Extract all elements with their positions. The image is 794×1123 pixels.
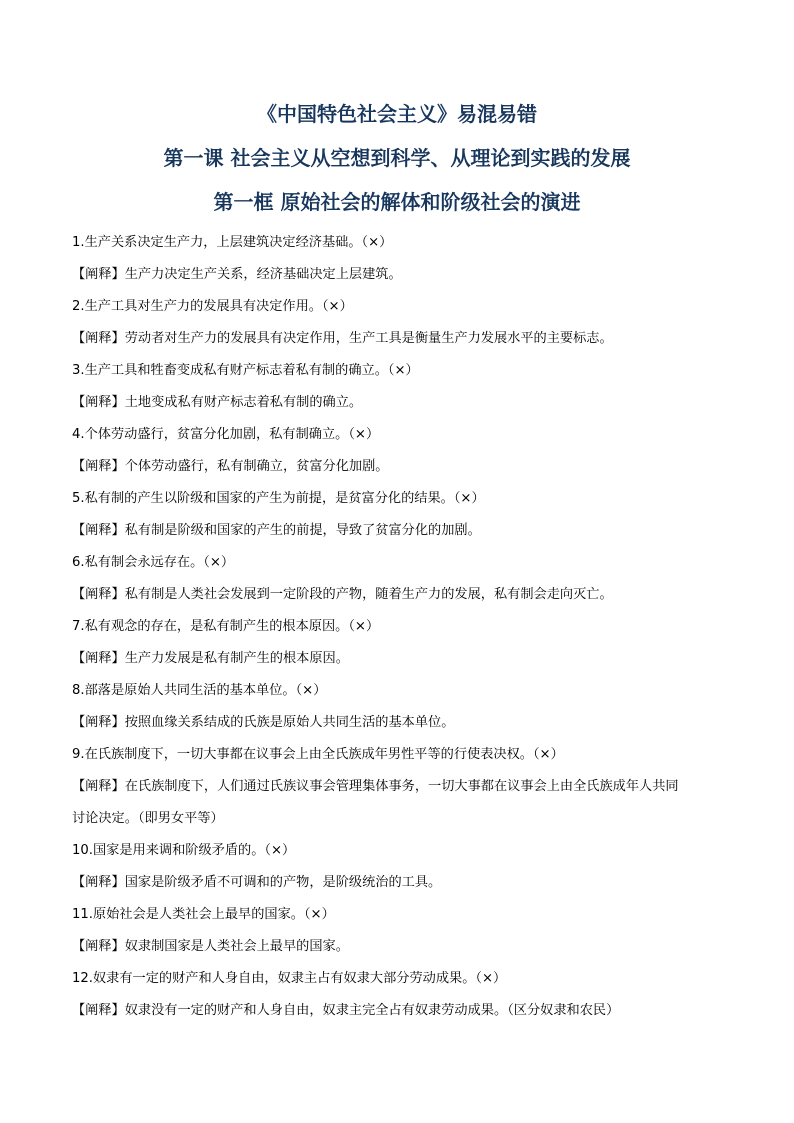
- explanation-9-continued: 讨论决定。（即男女平等）: [72, 811, 224, 826]
- explanation-label: 【阐释】: [72, 715, 125, 730]
- frame-title: 第一框 原始社会的解体和阶级社会的演进: [213, 190, 581, 214]
- explanation-text: 生产力决定生产关系，经济基础决定上层建筑。: [124, 267, 402, 282]
- explanation-text: 生产力发展是私有制产生的根本原因。: [124, 651, 349, 666]
- explanation-label: 【阐释】: [72, 1003, 125, 1018]
- explanation-label: 【阐释】: [72, 587, 125, 602]
- explanation-1: [72, 259, 732, 291]
- explanation-text: 在氏族制度下，人们通过氏族议事会管理集体事务，一切大事都在议事会上由全氏族成年人共同: [124, 779, 679, 794]
- explanation-text: 私有制是阶级和国家的产生的前提，导致了贫富分化的加剧。: [124, 523, 481, 538]
- explanation-6: [72, 579, 732, 611]
- explanation-label: 【阐释】: [72, 939, 125, 954]
- explanation-label: 【阐释】: [72, 779, 125, 794]
- explanation-label: 【阐释】: [72, 523, 125, 538]
- explanation-label: 【阐释】: [72, 267, 125, 282]
- explanation-text: 土地变成私有财产标志着私有制的确立。: [124, 395, 363, 410]
- statement-10: 10.国家是用来调和阶级矛盾的。（×）: [72, 843, 296, 858]
- statement-6: 6.私有制会永远存在。（×）: [72, 555, 235, 570]
- explanation-text: 国家是阶级矛盾不可调和的产物，是阶级统治的工具。: [124, 875, 442, 890]
- explanation-text: 按照血缘关系结成的氏族是原始人共同生活的基本单位。: [124, 715, 455, 730]
- explanation-9: [72, 771, 732, 803]
- explanation-label: 【阐释】: [72, 331, 125, 346]
- explanation-text: 奴隶制国家是人类社会上最早的国家。: [124, 939, 349, 954]
- explanation-7: [72, 643, 732, 675]
- explanation-11: [72, 931, 732, 963]
- statement-4: 4.个体劳动盛行，贫富分化加剧，私有制确立。（×）: [72, 427, 380, 442]
- explanation-text: 奴隶没有一定的财产和人身自由，奴隶主完全占有奴隶劳动成果。（区分奴隶和农民）: [124, 1003, 620, 1018]
- explanation-8: [72, 707, 732, 739]
- explanation-label: 【阐释】: [72, 459, 125, 474]
- explanation-4: [72, 451, 732, 483]
- explanation-5: [72, 515, 732, 547]
- statement-1: 1.生产关系决定生产力，上层建筑决定经济基础。（×）: [72, 235, 393, 250]
- explanation-label: 【阐释】: [72, 395, 125, 410]
- document-title: 《中国特色社会主义》易混易错: [257, 102, 537, 126]
- statement-11: 11.原始社会是人类社会上最早的国家。（×）: [72, 907, 335, 922]
- explanation-12: [72, 995, 732, 1027]
- explanation-text: 私有制是人类社会发展到一定阶段的产物，随着生产力的发展，私有制会走向灭亡。: [124, 587, 613, 602]
- explanation-label: 【阐释】: [72, 875, 125, 890]
- explanation-10: [72, 867, 732, 899]
- explanation-text: 个体劳动盛行，私有制确立，贫富分化加剧。: [124, 459, 389, 474]
- explanation-text: 劳动者对生产力的发展具有决定作用，生产工具是衡量生产力发展水平的主要标志。: [124, 331, 613, 346]
- item-list: [72, 227, 732, 1027]
- explanation-3: [72, 387, 732, 419]
- statement-5: 5.私有制的产生以阶级和国家的产生为前提，是贫富分化的结果。（×）: [72, 491, 485, 506]
- statement-2: 2.生产工具对生产力的发展具有决定作用。（×）: [72, 299, 353, 314]
- statement-8: 8.部落是原始人共同生活的基本单位。（×）: [72, 683, 327, 698]
- statement-9: 9.在氏族制度下，一切大事都在议事会上由全氏族成年男性平等的行使表决权。（×）: [72, 747, 564, 762]
- statement-3: 3.生产工具和牲畜变成私有财产标志着私有制的确立。（×）: [72, 363, 419, 378]
- title-block: [0, 100, 794, 232]
- statement-7: 7.私有观念的存在，是私有制产生的根本原因。（×）: [72, 619, 380, 634]
- explanation-2: [72, 323, 732, 355]
- statement-12: 12.奴隶有一定的财产和人身自由，奴隶主占有奴隶大部分劳动成果。（×）: [72, 971, 507, 986]
- lesson-title: 第一课 社会主义从空想到科学、从理论到实践的发展: [163, 146, 631, 170]
- explanation-label: 【阐释】: [72, 651, 125, 666]
